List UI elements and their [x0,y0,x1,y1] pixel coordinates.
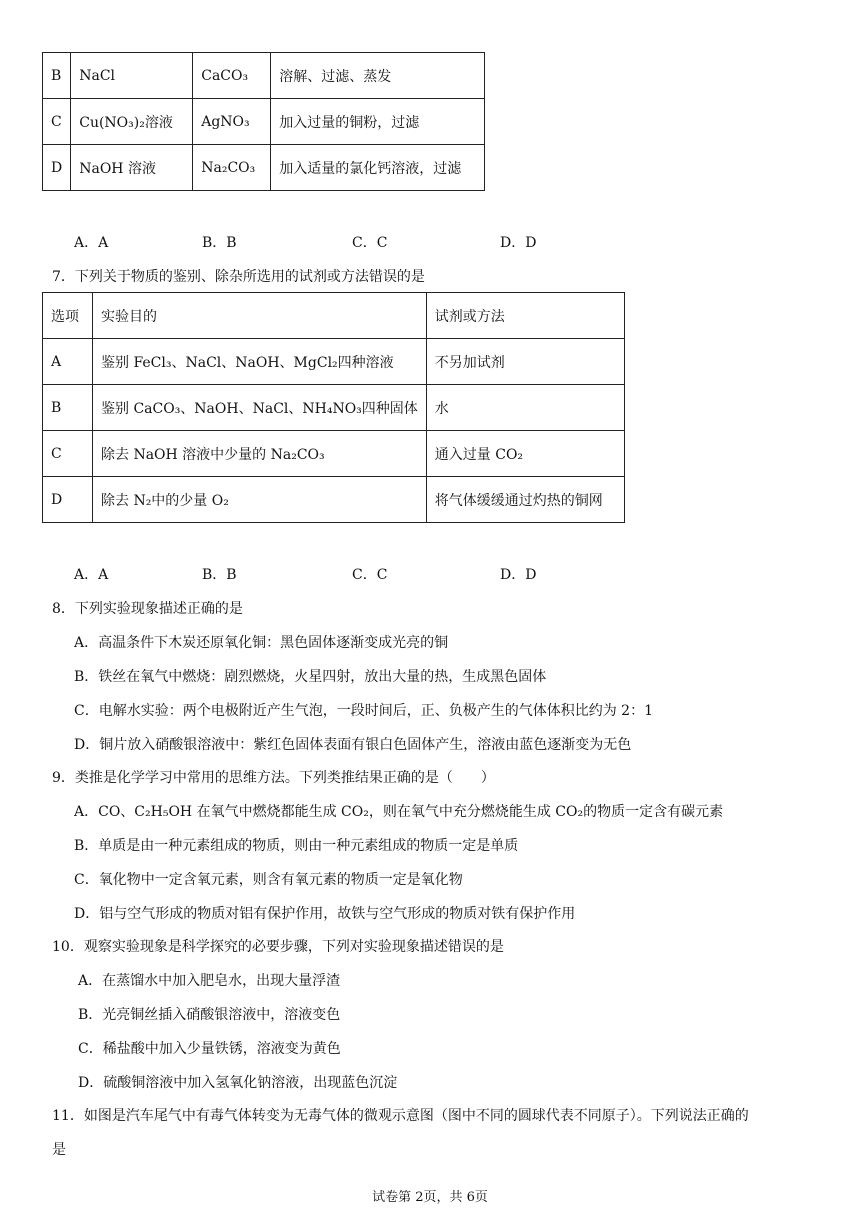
method: 不另加试剂 [426,339,624,385]
table-row [43,431,625,477]
q7-option-d[interactable]: D．D [500,567,537,583]
q6-table [42,52,485,191]
q8-option-c[interactable]: C．电解水实验：两个电极附近产生气泡，一段时间后，正、负极产生的气体体积比约为 2：1 [74,703,653,719]
method: 通入过量 CO₂ [426,431,624,477]
header-option: 选项 [43,293,93,339]
method: 溶解、过滤、蒸发 [271,53,485,99]
q10-option-d[interactable]: D．硫酸铜溶液中加入氢氧化钠溶液，出现蓝色沉淀 [78,1075,398,1091]
substance: NaOH 溶液 [71,145,193,191]
q6-option-a[interactable]: A．A [74,235,109,251]
q7-option-a[interactable]: A．A [74,567,109,583]
table-row [43,339,625,385]
row-label: D [43,145,71,191]
table-row [43,385,625,431]
row-label: B [43,385,93,431]
header-method: 试剂或方法 [426,293,624,339]
method: 将气体缓缓通过灼热的铜网 [426,477,624,523]
row-label: C [43,99,71,145]
q9-option-b[interactable]: B．单质是由一种元素组成的物质，则由一种元素组成的物质一定是单质 [74,838,519,854]
q9-option-a[interactable]: A．CO、C₂H₅OH 在氧气中燃烧都能生成 CO₂，则在氧气中充分燃烧能生成 CO₂的物质一定含有碳元素 [74,804,724,820]
table-row [43,145,485,191]
row-label: B [43,53,71,99]
row-label: C [43,431,93,477]
q10-option-c[interactable]: C．稀盐酸中加入少量铁锈，溶液变为黄色 [78,1041,341,1057]
row-label: A [43,339,93,385]
q11-stem-line2: 是 [52,1142,66,1158]
purpose: 鉴别 FeCl₃、NaCl、NaOH、MgCl₂四种溶液 [93,339,427,385]
header-purpose: 实验目的 [93,293,427,339]
table-row [43,53,485,99]
q11-stem-line1: 11．如图是汽车尾气中有毒气体转变为无毒气体的微观示意图（图中不同的圆球代表不同原子）。下列说法正确的 [52,1108,749,1124]
q6-option-d[interactable]: D．D [500,235,537,251]
q6-option-b[interactable]: B．B [202,235,237,251]
q10-option-b[interactable]: B．光亮铜丝插入硝酸银溶液中，溶液变色 [78,1007,341,1023]
impurity: Na₂CO₃ [193,145,271,191]
method: 水 [426,385,624,431]
q8-option-a[interactable]: A．高温条件下木炭还原氧化铜：黑色固体逐渐变成光亮的铜 [74,635,449,651]
method: 加入过量的铜粉，过滤 [271,99,485,145]
table-header-row [43,293,625,339]
substance: NaCl [71,53,193,99]
row-label: D [43,477,93,523]
q9-option-c[interactable]: C．氧化物中一定含氧元素，则含有氧元素的物质一定是氧化物 [74,872,463,888]
q9-option-d[interactable]: D．铝与空气形成的物质对铝有保护作用，故铁与空气形成的物质对铁有保护作用 [74,906,576,922]
impurity: CaCO₃ [193,53,271,99]
q10-stem: 10．观察实验现象是科学探究的必要步骤，下列对实验现象描述错误的是 [52,939,504,955]
q10-option-a[interactable]: A．在蒸馏水中加入肥皂水，出现大量浮渣 [78,973,341,989]
substance: Cu(NO₃)₂溶液 [71,99,193,145]
q7-table [42,292,625,523]
table-row [43,99,485,145]
impurity: AgNO₃ [193,99,271,145]
method: 加入适量的氯化钙溶液，过滤 [271,145,485,191]
q8-stem: 8．下列实验现象描述正确的是 [52,601,243,617]
table-row [43,477,625,523]
q8-option-b[interactable]: B．铁丝在氧气中燃烧：剧烈燃烧，火星四射，放出大量的热，生成黑色固体 [74,669,547,685]
q7-option-c[interactable]: C．C [352,567,388,583]
q8-option-d[interactable]: D．铜片放入硝酸银溶液中：紫红色固体表面有银白色固体产生，溶液由蓝色逐渐变为无色 [74,737,632,753]
q9-stem: 9．类推是化学学习中常用的思维方法。下列类推结果正确的是（ ） [52,770,495,786]
purpose: 除去 N₂中的少量 O₂ [93,477,427,523]
page-footer: 试卷第 2页，共 6页 [372,1190,488,1205]
purpose: 除去 NaOH 溶液中少量的 Na₂CO₃ [93,431,427,477]
q6-option-c[interactable]: C．C [352,235,388,251]
q7-stem: 7．下列关于物质的鉴别、除杂所选用的试剂或方法错误的是 [52,269,425,285]
purpose: 鉴别 CaCO₃、NaOH、NaCl、NH₄NO₃四种固体 [93,385,427,431]
q7-option-b[interactable]: B．B [202,567,237,583]
